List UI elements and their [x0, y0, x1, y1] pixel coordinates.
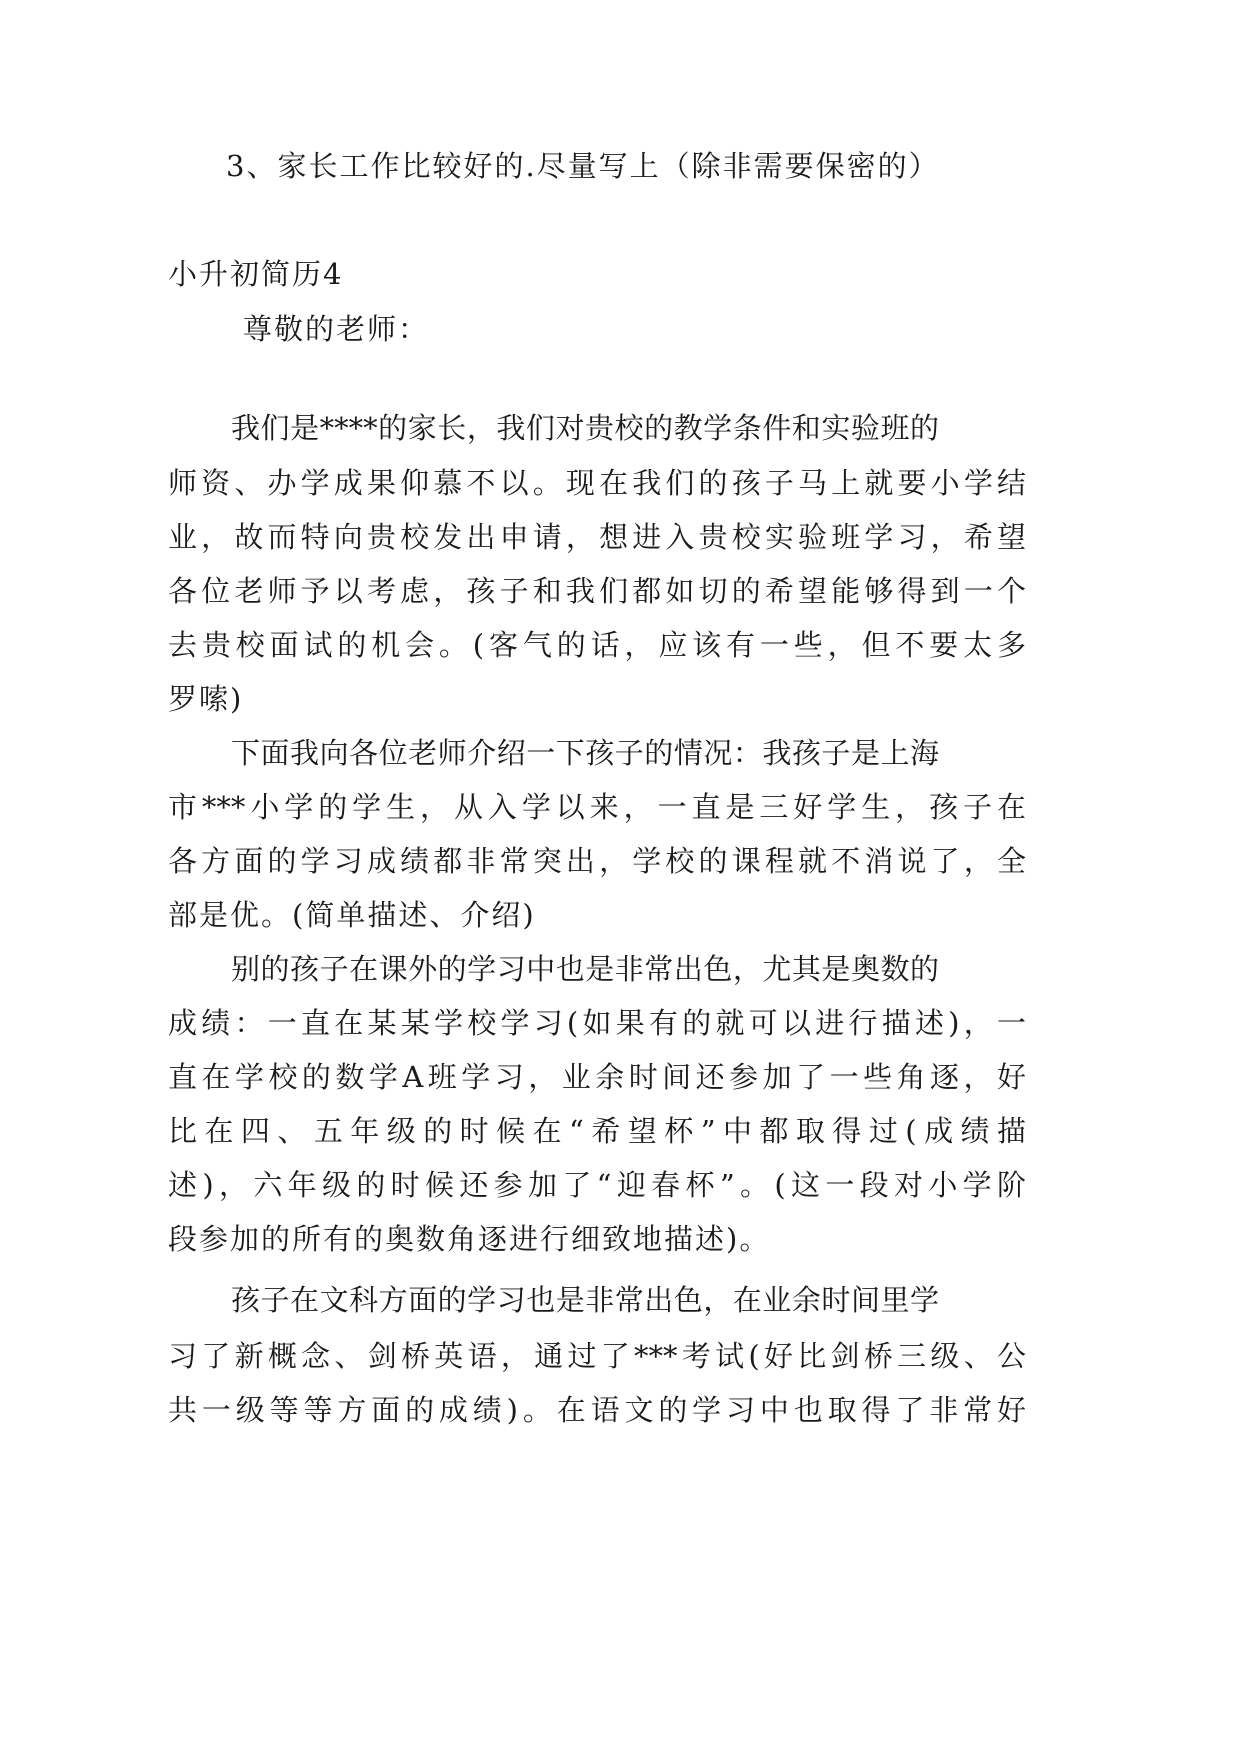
paragraph-line: 述)，六年级的时候还参加了“迎春杯”。(这一段对小学阶: [168, 1168, 1026, 1202]
paragraph-line: 师资、办学成果仰慕不以。现在我们的孩子马上就要小学结: [168, 466, 1026, 500]
paragraph-line: 罗嗦): [168, 682, 244, 716]
paragraph-line: 我们是****的家长，我们对贵校的教学条件和实验班的: [231, 411, 939, 445]
paragraph-line: 去贵校面试的机会。(客气的话，应该有一些，但不要太多: [168, 628, 1026, 662]
paragraph-line: 孩子在文科方面的学习也是非常出色，在业余时间里学: [231, 1283, 939, 1317]
salutation: 尊敬的老师：: [243, 312, 430, 346]
paragraph-line: 习了新概念、剑桥英语，通过了***考试(好比剑桥三级、公: [168, 1339, 1026, 1373]
paragraph-line: 比在四、五年级的时候在“希望杯”中都取得过(成绩描: [168, 1114, 1026, 1148]
paragraph-line: 直在学校的数学A班学习，业余时间还参加了一些角逐，好: [168, 1060, 1026, 1094]
paragraph-line: 成绩：一直在某某学校学习(如果有的就可以进行描述)，一: [168, 1006, 1026, 1040]
top-note: 3、家长工作比较好的.尽量写上（除非需要保密的）: [226, 149, 940, 183]
paragraph-line: 别的孩子在课外的学习中也是非常出色，尤其是奥数的: [231, 952, 939, 986]
paragraph-line: 下面我向各位老师介绍一下孩子的情况：我孩子是上海: [231, 736, 939, 770]
paragraph-line: 共一级等等方面的成绩)。在语文的学习中也取得了非常好: [168, 1393, 1026, 1427]
paragraph-line: 部是优。(简单描述、介绍): [168, 898, 536, 932]
paragraph-line: 各方面的学习成绩都非常突出，学校的课程就不消说了，全: [168, 844, 1026, 878]
section-heading: 小升初简历4: [168, 257, 344, 291]
paragraph-line: 各位老师予以考虑，孩子和我们都如切的希望能够得到一个: [168, 574, 1026, 608]
paragraph-line: 业，故而特向贵校发出申请，想进入贵校实验班学习，希望: [168, 520, 1026, 554]
paragraph-line: 段参加的所有的奥数角逐进行细致地描述)。: [168, 1222, 771, 1256]
paragraph-line: 市***小学的学生，从入学以来，一直是三好学生，孩子在: [168, 790, 1026, 824]
